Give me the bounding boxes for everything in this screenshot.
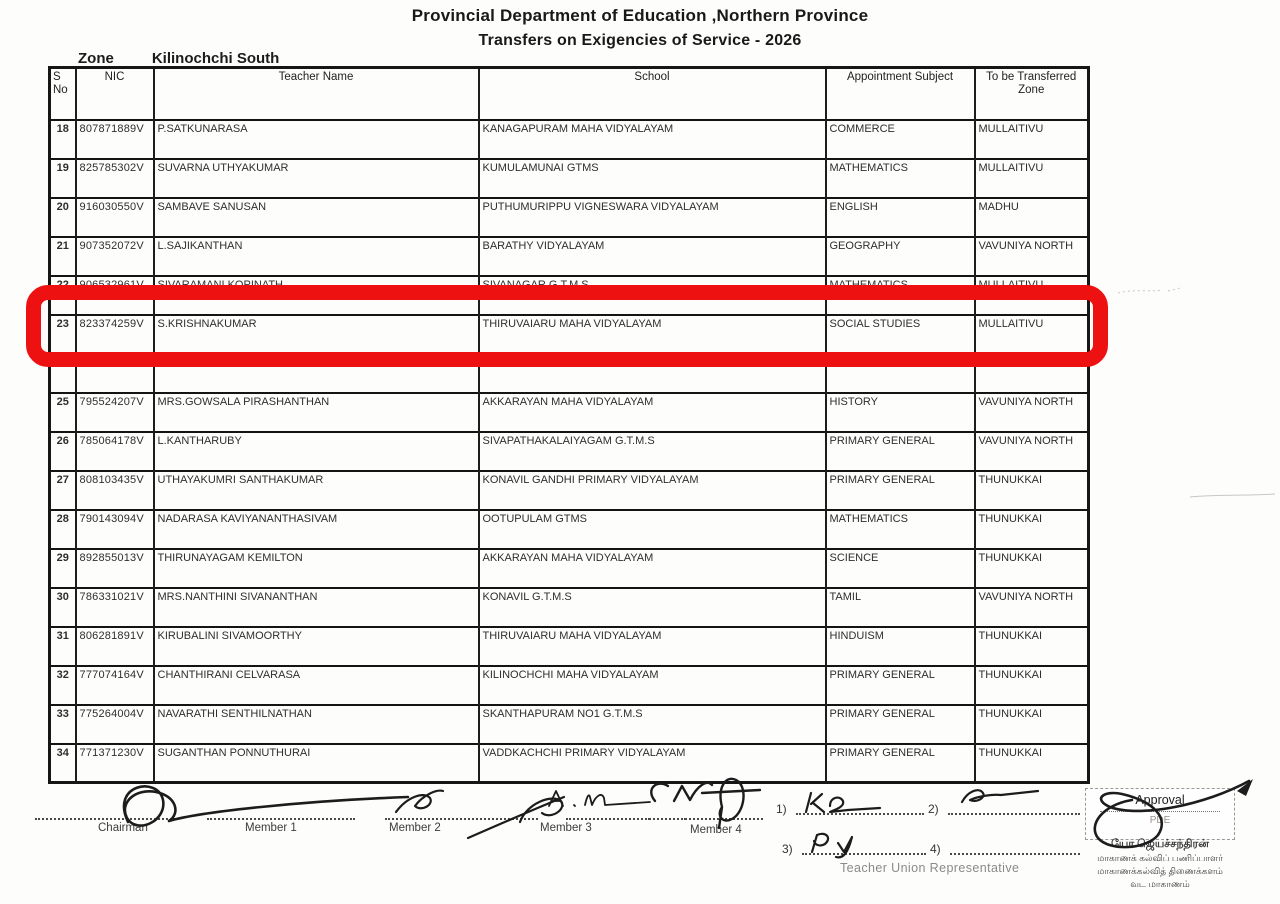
member2-signature-icon [396,791,443,812]
member3-label: Member 3 [540,822,592,834]
union-rep-1-number: 1) [776,802,787,816]
header-school: School [479,68,826,120]
cell-nic: 775264004V [76,705,154,744]
cell-nic: 825785302V [76,159,154,198]
table-row [50,393,1089,432]
table-row [50,354,1089,393]
cell-subject: HISTORY [826,393,975,432]
union-rep-1-line [796,812,924,815]
cell-subject: PRIMARY GENERAL [826,432,975,471]
union-rep-2-line [948,812,1080,815]
cell-nic: 907352072V [76,237,154,276]
cell-transfer-zone: THUNUKKAI [975,471,1089,510]
table-row [50,159,1089,198]
cell-teacher-name: MRS.GOWSALA PIRASHANTHAN [154,393,479,432]
cell-transfer-zone: VAVUNIYA NORTH [975,237,1089,276]
cell-teacher-name: P.SATKUNARASA [154,120,479,159]
union-rep-3-line [802,852,926,855]
cell-nic: 906532961V [76,276,154,315]
title-line-2: Transfers on Exigencies of Service - 2026 [478,32,802,49]
cell-transfer-zone: MULLAITIVU [975,276,1089,315]
cell-transfer-zone: VAVUNIYA NORTH [975,432,1089,471]
cell-school: KONAVIL G.T.M.S [479,588,826,627]
cell-transfer-zone [975,354,1089,393]
cell-nic: 823374259V [76,315,154,354]
table-row [50,237,1089,276]
cell-school: PUTHUMURIPPU VIGNESWARA VIDYALAYAM [479,198,826,237]
cell-nic: 786331021V [76,588,154,627]
cell-transfer-zone: VAVUNIYA NORTH [975,393,1089,432]
cell-school: SIVAPATHAKALAIYAGAM G.T.M.S [479,432,826,471]
cell-school: OOTUPULAM GTMS [479,510,826,549]
table-row [50,549,1089,588]
cell-teacher-name: UTHAYAKUMRI SANTHAKUMAR [154,471,479,510]
cell-subject: MATHEMATICS [826,510,975,549]
cell-sno: 34 [50,744,76,783]
cell-subject: PRIMARY GENERAL [826,471,975,510]
cell-school: SKANTHAPURAM NO1 G.T.M.S [479,705,826,744]
cell-transfer-zone: THUNUKKAI [975,510,1089,549]
cell-teacher-name: SUVARNA UTHYAKUMAR [154,159,479,198]
cell-teacher-name [154,354,479,393]
cell-school: VADDKACHCHI PRIMARY VIDYALAYAM [479,744,826,783]
cell-teacher-name: L.KANTHARUBY [154,432,479,471]
approval-dotted-line [1100,810,1220,812]
stamp-department: மாகாணக்கல்வித் திணைக்களம் [1097,866,1223,876]
cell-school: KUMULAMUNAI GTMS [479,159,826,198]
cell-subject: TAMIL [826,588,975,627]
cell-teacher-name: L.SAJIKANTHAN [154,237,479,276]
cell-school: KANAGAPURAM MAHA VIDYALAYAM [479,120,826,159]
table-row [50,198,1089,237]
cell-subject: PRIMARY GENERAL [826,666,975,705]
cell-nic: 790143094V [76,510,154,549]
cell-nic: 795524207V [76,393,154,432]
cell-subject: ENGLISH [826,198,975,237]
member2-signature-line [385,817,538,820]
cell-sno: 25 [50,393,76,432]
cell-subject [826,354,975,393]
cell-nic: 807871889V [76,120,154,159]
table-row [50,705,1089,744]
cell-school: KILINOCHCHI MAHA VIDYALAYAM [479,666,826,705]
union-rep-2-number: 2) [928,802,939,816]
transfers-table [48,66,1090,784]
document-title [60,6,1220,50]
cell-sno: 20 [50,198,76,237]
cell-subject: SCIENCE [826,549,975,588]
cell-subject: COMMERCE [826,120,975,159]
cell-transfer-zone: THUNUKKAI [975,705,1089,744]
cell-nic: 785064178V [76,432,154,471]
cell-school: THIRUVAIARU MAHA VIDYALAYAM [479,627,826,666]
official-stamp-text [1040,838,1280,891]
table-row [50,510,1089,549]
cell-teacher-name: CHANTHIRANI CELVARASA [154,666,479,705]
union-rep-1-signature-icon [806,793,880,812]
cell-nic: 777074164V [76,666,154,705]
table-header-row [50,68,1089,120]
cell-teacher-name: SIVARAMANI KOPINATH [154,276,479,315]
cell-sno: 19 [50,159,76,198]
cell-nic: 892855013V [76,549,154,588]
table-row [50,471,1089,510]
cell-subject: PRIMARY GENERAL [826,705,975,744]
pencil-streak-right-margin [1190,494,1275,497]
stamp-designation: மாகாணக் கல்விப் பணிப்பாளர் [1097,853,1223,863]
cell-transfer-zone: THUNUKKAI [975,549,1089,588]
cell-nic: 806281891V [76,627,154,666]
member4-label: Member 4 [690,824,742,836]
member3-signature-icon [549,791,650,806]
member4-signature-icon [651,779,760,828]
cell-sno: 22 [50,276,76,315]
cell-school: AKKARAYAN MAHA VIDYALAYAM [479,393,826,432]
header-transfer-zone: To be Transferred Zone [975,68,1089,120]
cell-teacher-name: THIRUNAYAGAM KEMILTON [154,549,479,588]
header-appointment-subject: Appointment Subject [826,68,975,120]
zone-label: Zone [78,50,114,67]
member1-label: Member 1 [245,822,297,834]
cell-subject: SOCIAL STUDIES [826,315,975,354]
cell-teacher-name: S.KRISHNAKUMAR [154,315,479,354]
cell-sno: 31 [50,627,76,666]
cell-sno: 26 [50,432,76,471]
cell-subject: PRIMARY GENERAL [826,744,975,783]
approval-box [1085,788,1235,840]
zone-value: Kilinochchi South [151,50,280,67]
cell-sno [50,354,76,393]
stamp-province: வட மாகாணம் [1130,879,1190,889]
zone-heading [78,50,279,67]
approval-signature-arrowhead [1237,779,1253,796]
table-row [50,432,1089,471]
cell-sno: 23 [50,315,76,354]
cell-sno: 33 [50,705,76,744]
cell-transfer-zone: VAVUNIYA NORTH [975,588,1089,627]
cell-transfer-zone: MULLAITIVU [975,159,1089,198]
title-line-1: Provincial Department of Education ,Northern Province [411,6,869,25]
cell-teacher-name: SUGANTHAN PONNUTHURAI [154,744,479,783]
member4-signature-line [648,817,763,820]
cell-teacher-name: NAVARATHI SENTHILNATHAN [154,705,479,744]
table-row [50,120,1089,159]
cell-sno: 29 [50,549,76,588]
union-rep-4-number: 4) [930,842,941,856]
table-row [50,276,1089,315]
cell-sno: 27 [50,471,76,510]
cell-sno: 21 [50,237,76,276]
cell-nic: 771371230V [76,744,154,783]
cell-school: AKKARAYAN MAHA VIDYALAYAM [479,549,826,588]
cell-sno: 32 [50,666,76,705]
header-teacher-name: Teacher Name [154,68,479,120]
table-row [50,588,1089,627]
approval-title: Approval [1135,793,1185,807]
cell-subject: MATHEMATICS [826,276,975,315]
table-row [50,315,1089,354]
cell-transfer-zone: MULLAITIVU [975,120,1089,159]
cell-school: SIVANAGAR G.T.M.S [479,276,826,315]
cell-teacher-name: KIRUBALINI SIVAMOORTHY [154,627,479,666]
cell-subject: HINDUISM [826,627,975,666]
cell-school [479,354,826,393]
member1-signature-line [207,817,355,820]
chairman-label: Chairman [98,822,148,834]
table-row [50,666,1089,705]
teacher-union-representative-label: Teacher Union Representative [840,861,1020,875]
chairman-signature-line [35,817,175,820]
cell-transfer-zone: THUNUKKAI [975,666,1089,705]
table-row [50,627,1089,666]
cell-school: THIRUVAIARU MAHA VIDYALAYAM [479,315,826,354]
cell-school: KONAVIL GANDHI PRIMARY VIDYALAYAM [479,471,826,510]
cell-nic: 808103435V [76,471,154,510]
header-sno: S No [50,68,76,120]
stamp-name: யோ.ஜெயச்சந்திரன் [1111,838,1209,850]
table-row [50,744,1089,783]
cell-nic [76,354,154,393]
cell-teacher-name: SAMBAVE SANUSAN [154,198,479,237]
cell-sno: 18 [50,120,76,159]
pencil-mark-right-of-highlight [1118,288,1180,293]
cell-nic: 916030550V [76,198,154,237]
cell-transfer-zone: MULLAITIVU [975,315,1089,354]
cell-transfer-zone: MADHU [975,198,1089,237]
cell-teacher-name: MRS.NANTHINI SIVANANTHAN [154,588,479,627]
cell-subject: MATHEMATICS [826,159,975,198]
cell-school: BARATHY VIDYALAYAM [479,237,826,276]
union-rep-2-signature-icon [962,790,1038,802]
cell-sno: 30 [50,588,76,627]
cell-transfer-zone: THUNUKKAI [975,744,1089,783]
header-nic: NIC [76,68,154,120]
cell-sno: 28 [50,510,76,549]
cell-transfer-zone: THUNUKKAI [975,627,1089,666]
cell-subject: GEOGRAPHY [826,237,975,276]
member2-label: Member 2 [389,822,441,834]
approval-pde-label: PDE [1149,815,1171,826]
union-rep-3-number: 3) [782,842,793,856]
cell-teacher-name: NADARASA KAVIYANANTHASIVAM [154,510,479,549]
